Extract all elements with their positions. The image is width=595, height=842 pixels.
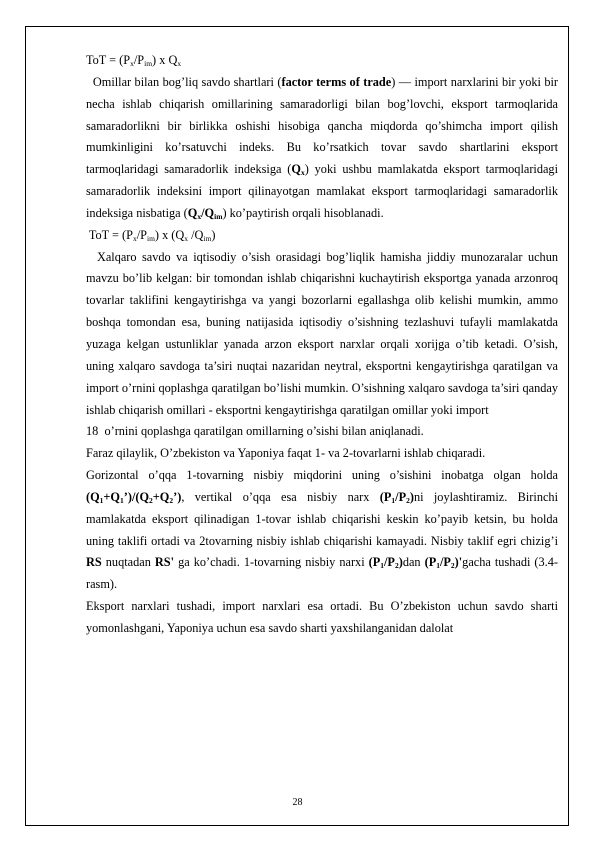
formula-tot-factor: ToT = $(P_x/P_{im})$ x ($Q_x$ $/Q_{im}$) (86, 227, 216, 243)
paragraph-relative-supply: Gorizontal o’qqa 1-tovarning nisbiy miqdorini uning o’sishini inobatga olgan holda $(Q_1+Q_1’)/(Q_2+Q_2’)$, vertikal o’qqa esa nisbiy narx $(P_1/P_2)ni$ joylashtiramiz. Birinchi mamlakatda eksport qilinadigan 1-tovar ishlab chiqarishi keskin ko’payib ketsin, bu holda uning taklifi ortadi va 2tovarning nisbiy ishlab chiqarishi kamayadi. Nisbiy taklif egri chizig’i RS nuqtadan RS' ga ko’chadi. 1-tovarning nisbiy narxi $(P_1/P_2)dan$ $(P_1/P_2)'gacha$ tushadi (3.4-rasm). (86, 468, 558, 592)
formula-tot: ToT = $(P_x/P_{im})$ x $Q_x$ (86, 53, 182, 68)
page-number: 28 (292, 797, 303, 808)
paragraph-export-prices: Eksport narxlari tushadi, import narxlari esa ortadi. Bu O’zbekiston uchun savdo sharti yomonlashgani, Yaponiya uchun esa savdo sharti yaxshilanganidan dalolat (86, 599, 558, 635)
document-body (86, 50, 562, 640)
paragraph-import-substitution: 18 o’rnini qoplashga qaratilgan omillarning o’sishi bilan aniqlanadi. (86, 424, 424, 439)
paragraph-assumption: Faraz qilaylik, O’zbekiston va Yaponiya faqat 1- va 2-tovarlarni ishlab chiqaradi. (86, 446, 486, 461)
paragraph-growth-trade: Xalqaro savdo va iqtisodiy o’sish orasidagi bog’liqlik hamisha jiddiy munozaralar uchun mavzu bo’lib kelgan: bir tomondan ishlab chiqarishni kuchaytirish eksportga yanada arzonroq tovarlar taklifini kengaytirishga va yangi bozorlarni egallashga olib kelishi mumkin, ammo boshqa tomondan esa, buning natijasida iqtisodiy o’sishning tezlashuvi tufayli mamlakatda yuzaga kelgan ustunliklar yanada arzon eksport narxlar orqali xorijga o’tib ketadi. O’sish, uning xalqaro savdoga ta’siri nuqtai nazaridan neytral, eksportni kengaytirishga qaratilgan va import o’rnini qoplashga qaratilgan bo’lishi mumkin. O’sishning xalqaro savdoga ta’siri qanday ishlab chiqarish omillari - eksportni kengaytirishga qaratilgan omillar yoki import (86, 249, 562, 417)
paragraph-factor-terms: Omillar bilan bog’liq savdo shartlari (factor terms of trade) — import narxlarini bir yoki bir necha ishlab chiqarish omillarining samaradorligi bilan bog’lovchi, eksport tarmoqlarida samaradorlikni bir birlikka oshishi hisobiga qancha miqdorda qo’shimcha import qilish mumkinligini ko’rsatuvchi indeks. Bu ko’rsatkich tovar savdo shartlarini eksport tarmoqlaridagi samaradorlik indeksiga $(Q_x)$ yoki ushbu mamlakatda eksport tarmoqlaridagi samaradorlik indeksini import qilinayotgan mamlakat eksport tarmoqlaridagi samaradorlik indeksiga nisbatiga $(Q_x/Q_{im})$ ko’paytirish orqali hisoblanadi. (86, 74, 562, 221)
